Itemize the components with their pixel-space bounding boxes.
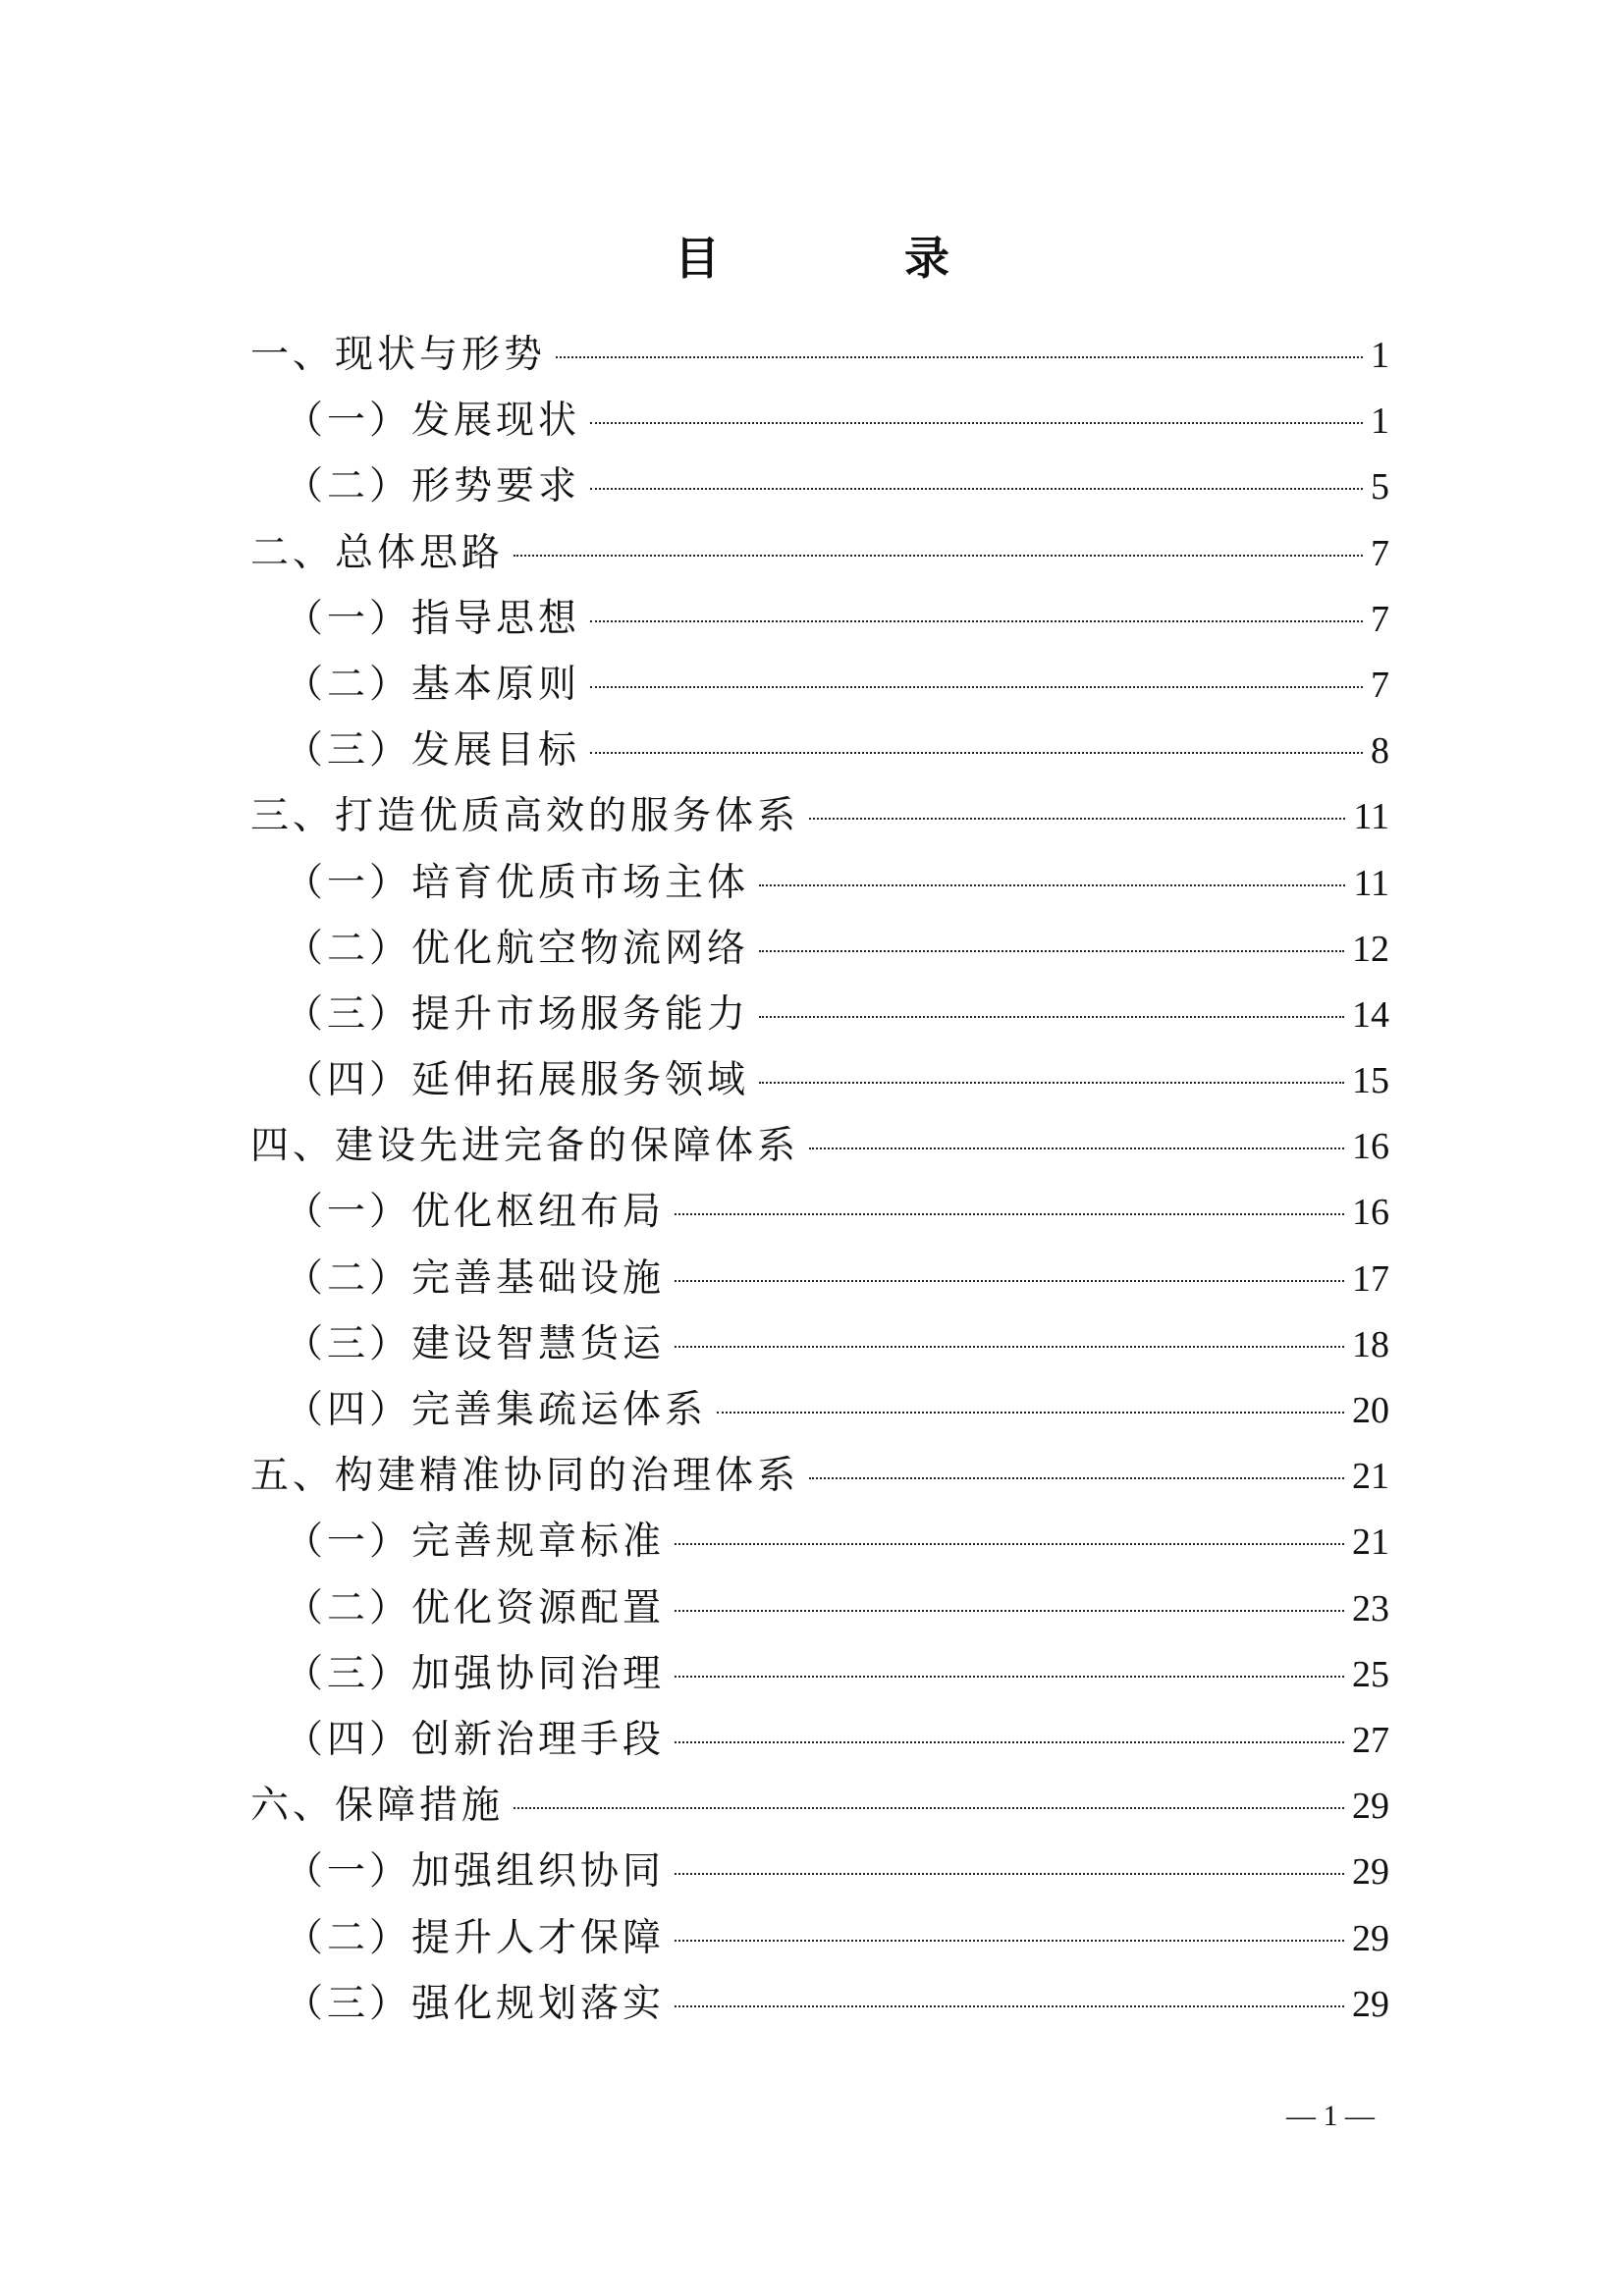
toc-entry-page-number: 16 [1352,1192,1389,1234]
toc-subsection-entry [250,718,1389,783]
toc-entry-page-number: 21 [1352,1522,1389,1564]
toc-entry-label: （二）提升人才保障 [285,1915,666,1960]
toc-dot-leader [675,1940,1344,1942]
toc-entry-page-number: 25 [1352,1653,1389,1695]
toc-dot-leader [675,1213,1344,1215]
toc-dot-leader [675,2005,1344,2007]
toc-entry-page-number: 20 [1352,1390,1389,1431]
toc-entry-label: （一）发展现状 [285,399,581,444]
toc-dot-leader [590,620,1363,622]
toc-dot-leader [590,488,1363,490]
toc-dot-leader [590,686,1363,688]
toc-entry-label: 五、构建精准协同的治理体系 [250,1454,800,1499]
toc-entry-page-number: 27 [1352,1719,1389,1761]
toc-entry-page-number: 29 [1352,1917,1389,1959]
toc-dot-leader [556,356,1363,358]
toc-entry-label: 一、现状与形势 [250,333,547,377]
toc-dot-leader [675,1676,1344,1678]
toc-entry-label: （一）优化枢纽布局 [285,1190,666,1235]
toc-dot-leader [590,752,1363,754]
toc-entry-page-number: 7 [1371,664,1389,706]
toc-entry-page-number: 15 [1352,1060,1389,1102]
toc-entry-label: 四、建设先进完备的保障体系 [250,1124,800,1169]
toc-entry-page-number: 1 [1371,400,1389,443]
page-number: — 1 — [1286,2100,1375,2132]
toc-subsection-entry [250,850,1389,916]
toc-subsection-entry [250,1509,1389,1575]
toc-entry-page-number: 8 [1371,730,1389,773]
toc-subsection-entry [250,1179,1389,1245]
toc-section-entry [250,783,1389,849]
toc-subsection-entry [250,1377,1389,1443]
toc-entry-label: （三）加强协同治理 [285,1651,666,1696]
toc-subsection-entry [250,1971,1389,2037]
toc-entry-page-number: 11 [1353,796,1389,838]
toc-dot-leader [809,1477,1344,1479]
toc-dot-leader [675,1346,1344,1348]
toc-entry-label: （一）培育优质市场主体 [285,860,750,905]
toc-dot-leader [809,818,1345,820]
toc-subsection-entry [250,982,1389,1047]
toc-entry-page-number: 17 [1352,1257,1389,1300]
toc-dot-leader [675,1280,1344,1282]
toc-dot-leader [759,1016,1344,1018]
toc-subsection-entry [250,388,1389,454]
toc-entry-page-number: 18 [1352,1323,1389,1365]
toc-dot-leader [759,884,1345,886]
toc-entry-label: （四）创新治理手段 [285,1717,666,1762]
toc-subsection-entry [250,454,1389,519]
toc-entry-label: （二）基本原则 [285,662,581,707]
toc-entry-page-number: 12 [1352,928,1389,970]
toc-dot-leader [675,1610,1344,1612]
toc-dot-leader [717,1412,1344,1414]
toc-dot-leader [590,422,1363,424]
toc-entry-label: （四）延伸拓展服务领域 [285,1058,750,1103]
toc-subsection-entry [250,1246,1389,1311]
toc-dot-leader [675,1741,1344,1743]
toc-entry-label: （三）发展目标 [285,728,581,774]
toc-entry-label: （一）完善规章标准 [285,1520,666,1565]
toc-subsection-entry [250,1905,1389,1971]
toc-section-entry [250,1773,1389,1839]
toc-dot-leader [514,1807,1344,1809]
toc-subsection-entry [250,1575,1389,1641]
toc-entry-page-number: 29 [1352,1851,1389,1894]
toc-subsection-entry [250,1311,1389,1377]
toc-section-entry [250,1443,1389,1509]
toc-dot-leader [759,1082,1344,1084]
toc-entry-page-number: 7 [1371,532,1389,574]
toc-entry-label: （二）优化资源配置 [285,1585,666,1630]
toc-subsection-entry [250,1047,1389,1113]
toc-title: 目 录 [674,232,1034,285]
toc-dot-leader [809,1148,1344,1149]
toc-subsection-entry [250,916,1389,982]
toc-section-entry [250,1113,1389,1179]
toc-entry-label: （一）指导思想 [285,596,581,641]
toc-dot-leader [675,1873,1344,1875]
toc-entry-label: （三）提升市场服务能力 [285,991,750,1037]
table-of-contents [250,322,1389,2037]
toc-entry-page-number: 23 [1352,1587,1389,1629]
toc-subsection-entry [250,1839,1389,1904]
toc-entry-page-number: 14 [1352,993,1389,1036]
toc-dot-leader [514,555,1363,557]
toc-subsection-entry [250,1707,1389,1773]
toc-entry-label: （三）强化规划落实 [285,1981,666,2026]
toc-section-entry [250,322,1389,388]
toc-subsection-entry [250,1641,1389,1707]
toc-entry-page-number: 11 [1353,862,1389,904]
toc-entry-page-number: 5 [1371,466,1389,508]
toc-entry-label: 三、打造优质高效的服务体系 [250,794,800,839]
toc-entry-label: （四）完善集疏运体系 [285,1388,708,1432]
toc-section-entry [250,520,1389,586]
toc-entry-label: （三）建设智慧货运 [285,1321,666,1366]
toc-entry-page-number: 1 [1371,335,1389,376]
toc-entry-page-number: 16 [1352,1126,1389,1168]
toc-entry-label: 二、总体思路 [250,530,505,575]
toc-dot-leader [759,950,1344,952]
toc-entry-label: （二）优化航空物流网络 [285,926,750,971]
toc-entry-page-number: 29 [1352,1983,1389,2025]
toc-subsection-entry [250,586,1389,652]
toc-entry-page-number: 21 [1352,1456,1389,1498]
toc-dot-leader [675,1543,1344,1545]
toc-entry-page-number: 29 [1352,1786,1389,1828]
toc-entry-page-number: 7 [1371,598,1389,640]
toc-entry-label: （二）完善基础设施 [285,1255,666,1301]
toc-entry-label: （一）加强组织协同 [285,1849,666,1895]
toc-entry-label: 六、保障措施 [250,1784,505,1829]
toc-entry-label: （二）形势要求 [285,464,581,509]
toc-subsection-entry [250,652,1389,718]
